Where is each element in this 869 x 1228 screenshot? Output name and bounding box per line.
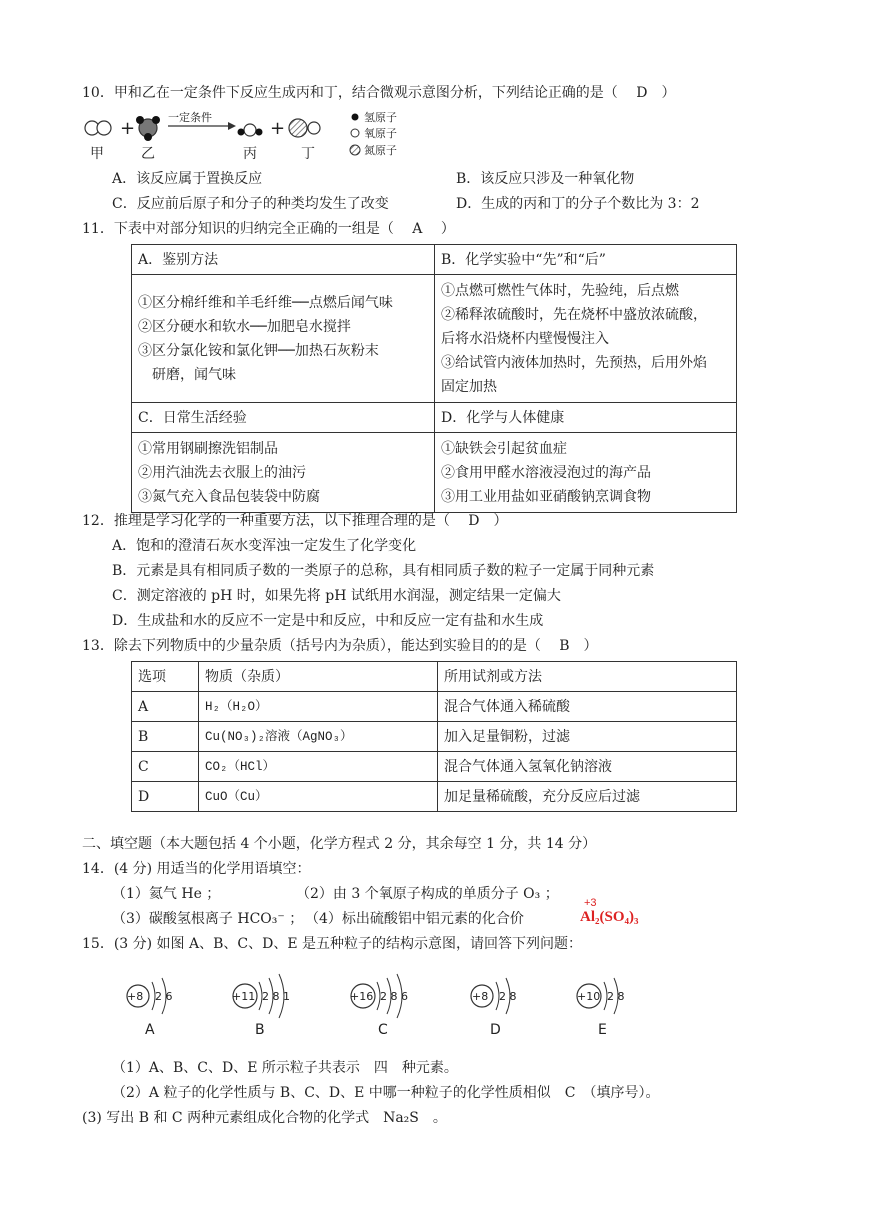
q10-option-a: A．该反应属于置换反应 — [112, 171, 263, 187]
atom-e-label: E — [598, 1022, 607, 1038]
q14-formula: Al₂(SO₄)₃ — [580, 909, 639, 925]
q14-line2-a: （3）碳酸氢根离子 HCO₃⁻ ； — [112, 911, 304, 927]
q12-option-c: C．测定溶液的 pH 时，如果先将 pH 试纸用水润湿，测定结果一定偏大 — [112, 588, 561, 604]
q12-option-b: B．元素是具有相同质子数的一类原子的总称，具有相同质子数的粒子一定属于同种元素 — [112, 563, 655, 579]
atom-c-shells: 2 8 6 — [380, 990, 408, 1003]
q15-answer-2: （2）A 粒子的化学性质与 B、C、D、E 中哪一种粒子的化学性质相似 C （填序号）。 — [112, 1085, 660, 1101]
q14-stem: 14．(4 分) 用适当的化学用语填空： — [82, 861, 311, 877]
atom-c-nucleus: +16 — [350, 990, 374, 1003]
q10-option-c: C．反应前后原子和分子的种类均发生了改变 — [112, 196, 389, 212]
q11-b-title: B．化学实验中“先”和“后” — [435, 245, 737, 275]
q11-stem: 11．下表中对部分知识的归纳完全正确的一组是（ A ） — [82, 221, 455, 237]
reaction-condition: 一定条件 — [168, 111, 212, 124]
atom-a-shells: 2 6 — [155, 990, 173, 1003]
q15-stem: 15．(3 分) 如图 A、B、C、D、E 是五种粒子的结构示意图，请回答下列问题： — [82, 936, 582, 952]
q13-stem: 13．除去下列物质中的少量杂质（括号内为杂质），能达到实验目的的是（ B ） — [82, 638, 598, 654]
label-ding: 丁 — [301, 146, 315, 162]
atom-a-label: A — [145, 1022, 155, 1038]
atom-c-label: C — [378, 1022, 388, 1038]
q13-row-b-option: B — [132, 722, 199, 752]
atom-d-label: D — [490, 1022, 501, 1038]
q13-header-method: 所用试剂或方法 — [438, 662, 737, 692]
q14-line1-b: （2）由 3 个氧原子构成的单质分子 O₃ ； — [296, 886, 559, 902]
q11-b-items: ①点燃可燃性气体时，先验纯，后点燃 ②稀释浓硫酸时，先在烧杯中盛放浓硫酸， 后将水沿烧杯内壁慢慢注入 ③给试管内液体加热时，先预热，后用外焰 固定加热 — [435, 275, 737, 403]
q11-a-title: A．鉴别方法 — [132, 245, 435, 275]
q14-valence: +3 — [584, 897, 597, 909]
q11-d-title: D．化学与人体健康 — [435, 403, 737, 433]
label-bing: 丙 — [243, 146, 257, 162]
legend-oxygen: 氧原子 — [364, 127, 397, 140]
q14-line2-b: （4）标出硫酸铝中铝元素的化合价 — [305, 911, 524, 927]
label-yi: 乙 — [141, 146, 155, 162]
legend-hydrogen: 氢原子 — [364, 111, 397, 124]
atom-b-shells: 2 8 1 — [262, 990, 290, 1003]
label-jia: 甲 — [90, 146, 104, 162]
atom-b-label: B — [255, 1022, 265, 1038]
atom-d-shells: 2 8 — [499, 990, 517, 1003]
q13-row-d-method: 加足量稀硫酸，充分反应后过滤 — [438, 782, 737, 812]
svg-text:+: + — [120, 118, 136, 139]
q13-row-c-substance: CO₂（HCl） — [199, 752, 438, 782]
q11-table — [131, 244, 737, 513]
q11-c-title: C．日常生活经验 — [132, 403, 435, 433]
svg-text:+: + — [270, 118, 286, 139]
q13-header-option: 选项 — [132, 662, 199, 692]
atom-a-nucleus: +8 — [127, 990, 144, 1003]
q13-row-a-option: A — [132, 692, 199, 722]
q15-answer-1: （1）A、B、C、D、E 所示粒子共表示 四 种元素。 — [112, 1060, 458, 1076]
q13-row-c-option: C — [132, 752, 199, 782]
q10-option-b: B．该反应只涉及一种氧化物 — [456, 171, 635, 187]
q13-row-b-method: 加入足量铜粉，过滤 — [438, 722, 737, 752]
section-2-title: 二、填空题（本大题包括 4 个小题，化学方程式 2 分，其余每空 1 分，共 14 分） — [82, 836, 597, 852]
q13-row-b-substance: Cu(NO₃)₂溶液（AgNO₃） — [199, 722, 438, 752]
q12-option-a: A．饱和的澄清石灰水变浑浊一定发生了化学变化 — [112, 538, 417, 554]
q15-answer-3: (3) 写出 B 和 C 两种元素组成化合物的化学式 Na₂S 。 — [82, 1110, 447, 1126]
atom-diagrams — [110, 970, 670, 1045]
reaction-diagram — [80, 108, 420, 164]
q13-row-a-method: 混合气体通入稀硫酸 — [438, 692, 737, 722]
q12-stem: 12．推理是学习化学的一种重要方法，以下推理合理的是（ D ） — [82, 513, 508, 529]
q10-stem: 10．甲和乙在一定条件下反应生成丙和丁，结合微观示意图分析，下列结论正确的是（ D ） — [82, 85, 676, 101]
q13-table — [131, 661, 737, 812]
q13-row-d-substance: CuO（Cu） — [199, 782, 438, 812]
q11-a-items: ①区分棉纤维和羊毛纤维──点燃后闻气味 ②区分硬水和软水──加肥皂水搅拌 ③区分氯化铵和氯化钾──加热石灰粉末 研磨，闻气味 — [132, 275, 435, 403]
q13-row-a-substance: H₂（H₂O） — [199, 692, 438, 722]
q13-row-c-method: 混合气体通入氢氧化钠溶液 — [438, 752, 737, 782]
q11-d-items: ①缺铁会引起贫血症 ②食用甲醛水溶液浸泡过的海产品 ③用工业用盐如亚硝酸钠烹调食物 — [435, 433, 737, 513]
q11-c-items: ①常用钢刷擦洗铝制品 ②用汽油洗去衣服上的油污 ③氮气充入食品包装袋中防腐 — [132, 433, 435, 513]
q10-option-d: D．生成的丙和丁的分子个数比为 3：2 — [456, 196, 700, 212]
atom-d-nucleus: +8 — [472, 990, 489, 1003]
q12-option-d: D．生成盐和水的反应不一定是中和反应，中和反应一定有盐和水生成 — [112, 613, 544, 629]
atom-b-nucleus: +11 — [232, 990, 256, 1003]
atom-e-shells: 2 8 — [607, 990, 625, 1003]
atom-e-nucleus: +10 — [577, 990, 601, 1003]
legend-nitrogen: 氮原子 — [364, 144, 397, 157]
q13-header-substance: 物质（杂质） — [199, 662, 438, 692]
q14-line1-a: （1）氦气 He ； — [112, 886, 221, 902]
q13-row-d-option: D — [132, 782, 199, 812]
